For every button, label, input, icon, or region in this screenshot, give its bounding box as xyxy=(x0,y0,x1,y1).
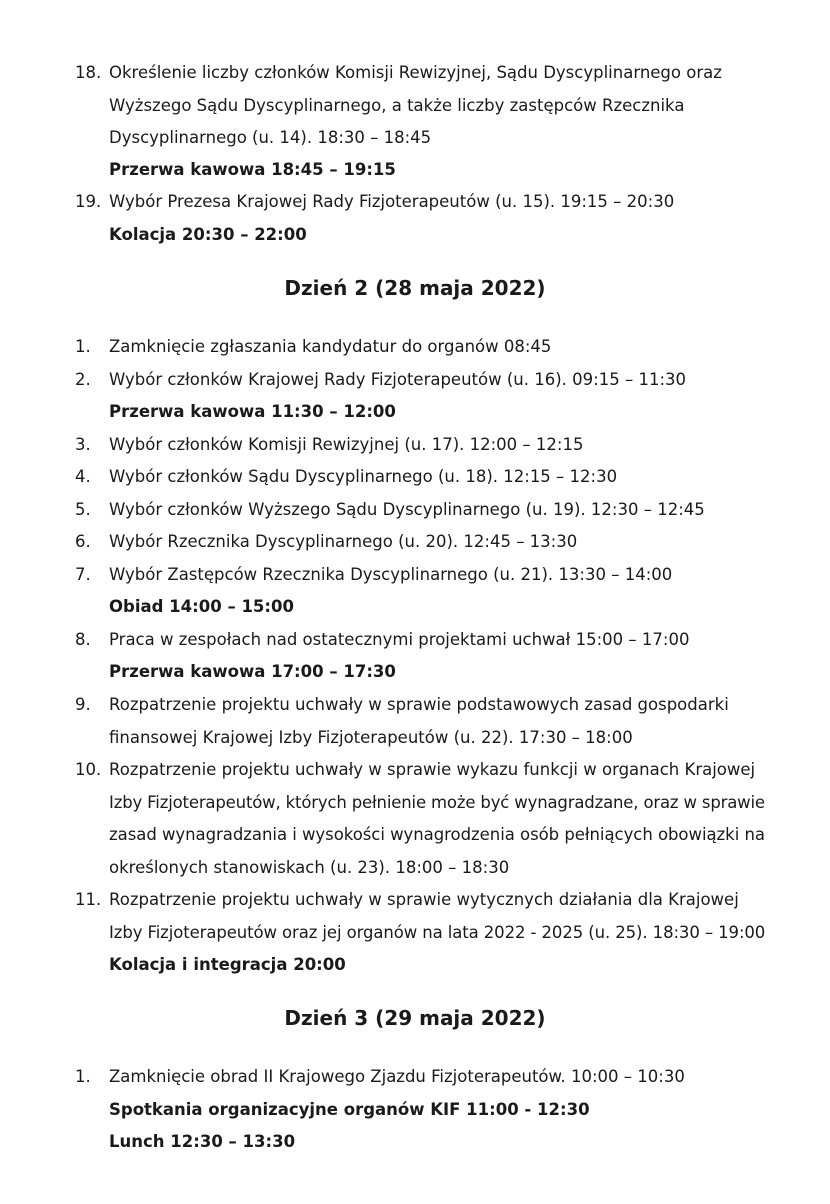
item-number: 6. xyxy=(75,532,91,551)
item-text-line: Wybór Rzecznika Dyscyplinarnego (u. 20). 12:45 – 13:30 xyxy=(109,532,578,551)
break-label: Kolacja i integracja 20:00 xyxy=(109,955,346,974)
item-text-line: zasad wynagradzania i wysokości wynagrodzenia osób pełniących obowiązki na xyxy=(109,825,765,844)
item-number: 10. xyxy=(75,760,102,779)
item-number: 11. xyxy=(75,890,102,909)
item-text-line: Rozpatrzenie projektu uchwały w sprawie podstawowych zasad gospodarki xyxy=(109,695,729,714)
item-number: 9. xyxy=(75,695,91,714)
item-number: 18. xyxy=(75,63,102,82)
item-text-line: Zamknięcie zgłaszania kandydatur do organów 08:45 xyxy=(109,337,552,356)
item-text-line: finansowej Krajowej Izby Fizjoterapeutów (u. 22). 17:30 – 18:00 xyxy=(109,727,633,747)
break-label: Przerwa kawowa 18:45 – 19:15 xyxy=(109,160,396,179)
break-label: Kolacja 20:30 – 22:00 xyxy=(109,225,307,244)
break-label: Przerwa kawowa 11:30 – 12:00 xyxy=(109,402,396,421)
item-text-line: określonych stanowiskach (u. 23). 18:00 – 18:30 xyxy=(109,857,510,877)
item-text-line: Praca w zespołach nad ostatecznymi projektami uchwał 15:00 – 17:00 xyxy=(109,630,690,649)
item-text-line: Zamknięcie obrad II Krajowego Zjazdu Fizjoterapeutów. 10:00 – 10:30 xyxy=(109,1067,685,1086)
item-number: 7. xyxy=(75,565,91,584)
item-text-line: Wybór członków Krajowej Rady Fizjoterapeutów (u. 16). 09:15 – 11:30 xyxy=(109,370,686,389)
item-text-line: Wybór członków Sądu Dyscyplinarnego (u. 18). 12:15 – 12:30 xyxy=(109,467,618,486)
break-label: Lunch 12:30 – 13:30 xyxy=(109,1132,296,1151)
item-number: 2. xyxy=(75,370,91,389)
item-text-line: Wybór członków Komisji Rewizyjnej (u. 17). 12:00 – 12:15 xyxy=(109,435,584,454)
day-heading: Dzień 3 (29 maja 2022) xyxy=(284,1006,546,1030)
item-text-line: Rozpatrzenie projektu uchwały w sprawie wykazu funkcji w organach Krajowej xyxy=(109,760,756,779)
item-number: 3. xyxy=(75,435,91,454)
item-number: 1. xyxy=(75,1067,91,1086)
item-text-line: Dyscyplinarnego (u. 14). 18:30 – 18:45 xyxy=(109,128,432,147)
item-text-line: Określenie liczby członków Komisji Rewizyjnej, Sądu Dyscyplinarnego oraz xyxy=(109,63,722,82)
break-label: Przerwa kawowa 17:00 – 17:30 xyxy=(109,662,396,681)
item-number: 5. xyxy=(75,500,91,519)
item-text-line: Rozpatrzenie projektu uchwały w sprawie wytycznych działania dla Krajowej xyxy=(109,890,739,909)
item-number: 4. xyxy=(75,467,91,486)
day-heading: Dzień 2 (28 maja 2022) xyxy=(284,276,546,300)
item-number: 1. xyxy=(75,337,91,356)
break-label: Obiad 14:00 – 15:00 xyxy=(109,597,294,616)
item-text-line: Izby Fizjoterapeutów oraz jej organów na lata 2022 - 2025 (u. 25). 18:30 – 19:00 xyxy=(109,922,766,942)
item-number: 8. xyxy=(75,630,91,649)
break-label: Spotkania organizacyjne organów KIF 11:00 - 12:30 xyxy=(109,1100,590,1119)
item-number: 19. xyxy=(75,192,102,211)
item-text-line: Izby Fizjoterapeutów, których pełnienie może być wynagradzane, oraz w sprawie xyxy=(109,792,765,812)
item-text-line: Wyższego Sądu Dyscyplinarnego, a także liczby zastępców Rzecznika xyxy=(109,95,685,115)
item-text-line: Wybór Zastępców Rzecznika Dyscyplinarnego (u. 21). 13:30 – 14:00 xyxy=(109,565,673,584)
item-text-line: Wybór Prezesa Krajowej Rady Fizjoterapeutów (u. 15). 19:15 – 20:30 xyxy=(109,192,675,211)
item-text-line: Wybór członków Wyższego Sądu Dyscyplinarnego (u. 19). 12:30 – 12:45 xyxy=(109,500,705,519)
